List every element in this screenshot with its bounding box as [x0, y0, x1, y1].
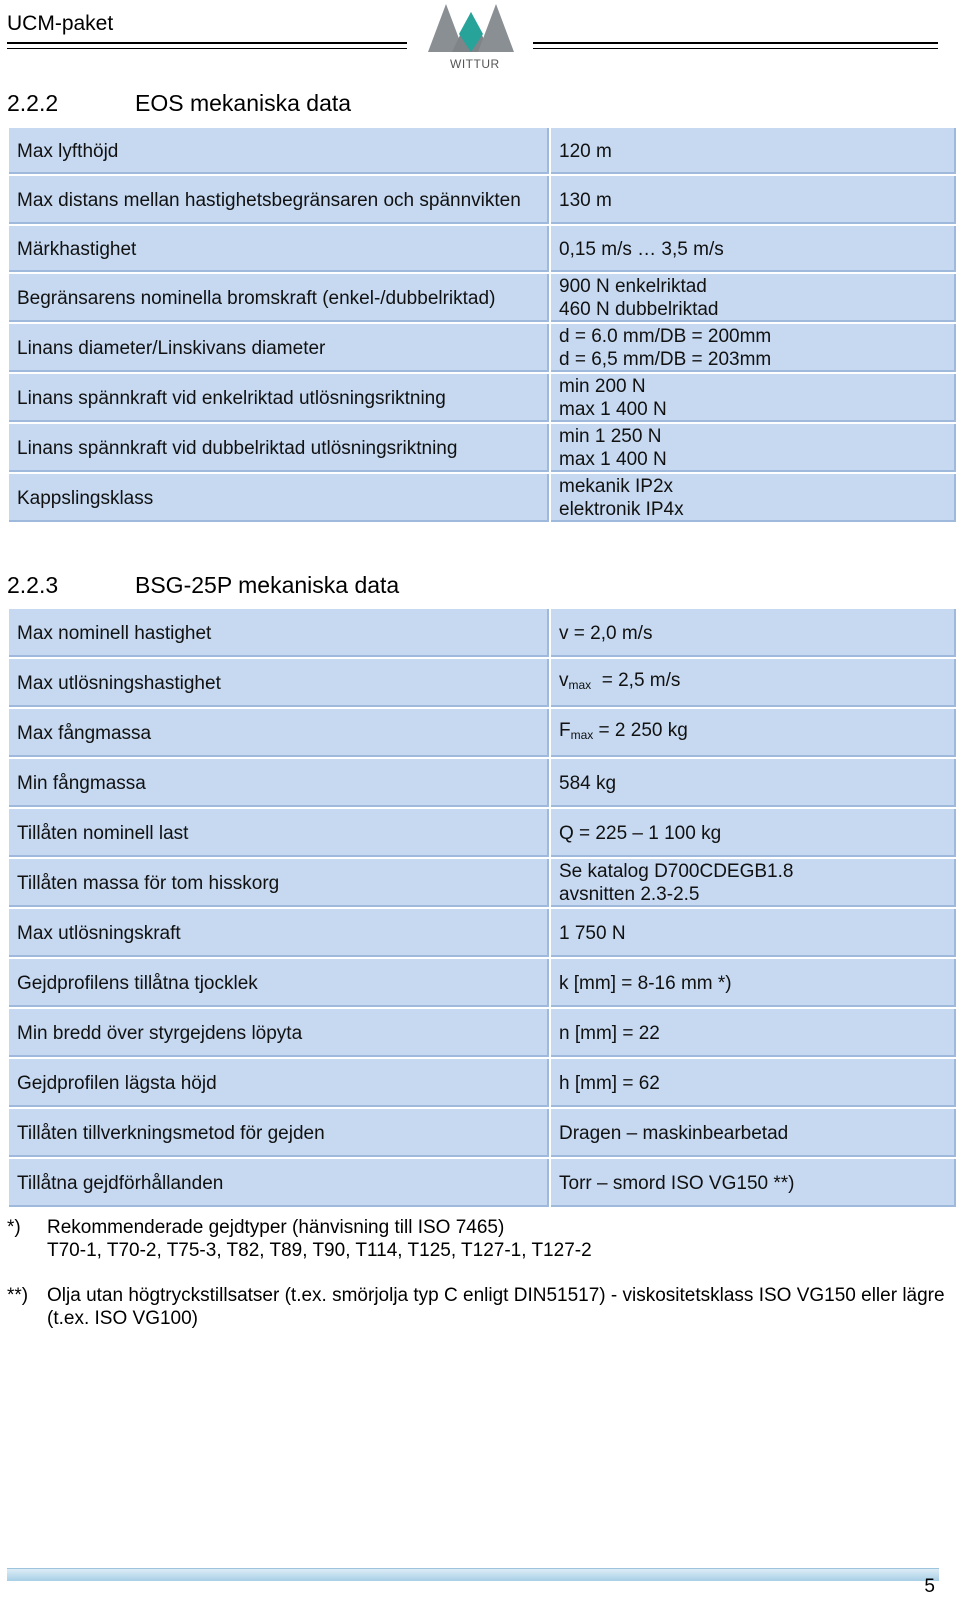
row-value: Q = 225 – 1 100 kg [551, 809, 956, 857]
footnote-mark: **) [7, 1285, 29, 1306]
document-title: UCM-paket [7, 12, 114, 35]
row-value: 584 kg [551, 759, 956, 807]
section-title: BSG-25P mekaniska data [135, 572, 400, 598]
header-rule-left [7, 42, 407, 49]
table-row [9, 474, 956, 522]
row-label: Min bredd över styrgejdens löpyta [9, 1009, 549, 1057]
footnote-text: Olja utan högtryckstillsatser (t.ex. smörjolja typ C enligt DIN51517) - viskositetsklass ISO VG150 eller lägre (t.ex. ISO VG100) [47, 1285, 945, 1329]
section-title: EOS mekaniska data [135, 90, 352, 116]
table-row [9, 659, 956, 707]
row-label: Min fångmassa [9, 759, 549, 807]
row-label: Tillåtna gejdförhållanden [9, 1159, 549, 1207]
row-value: min 1 250 N max 1 400 N [551, 424, 956, 472]
table-row [9, 709, 956, 757]
row-value: min 200 N max 1 400 N [551, 374, 956, 422]
table-row [9, 909, 956, 957]
table-row [9, 1009, 956, 1057]
row-value: $v_{max} = 2,5$ m/s [551, 659, 956, 707]
row-label: Gejdprofilens tillåtna tjocklek [9, 959, 549, 1007]
row-value: 0,15 m/s … 3,5 m/s [551, 226, 956, 272]
table-row [9, 274, 956, 322]
row-value: d = 6.0 mm/DB = 200mm d = 6,5 mm/DB = 203mm [551, 324, 956, 372]
table-row [9, 1059, 956, 1107]
row-value: k [mm] = 8-16 mm *) [551, 959, 956, 1007]
table-row [9, 128, 956, 174]
row-label: Linans spännkraft vid dubbelriktad utlösningsriktning [9, 424, 549, 472]
section-heading-bsg [7, 572, 399, 599]
row-label: Tillåten nominell last [9, 809, 549, 857]
footer-bar [7, 1568, 939, 1581]
row-label: Begränsarens nominella bromskraft (enkel-/dubbelriktad) [9, 274, 549, 322]
footnote-text: T70-1, T70-2, T75-3, T82, T89, T90, T114, T125, T127-1, T127-2 [47, 1240, 592, 1261]
row-value: h [mm] = 62 [551, 1059, 956, 1107]
row-label: Max nominell hastighet [9, 609, 549, 657]
bsg-data-table [7, 607, 958, 1209]
row-label: Max distans mellan hastighetsbegränsaren och spännvikten [9, 176, 549, 224]
section-number: 2.2.3 [7, 572, 59, 598]
row-value: 130 m [551, 176, 956, 224]
footnotes [7, 1216, 947, 1352]
page-number: 5 [924, 1576, 935, 1597]
row-label: Gejdprofilen lägsta höjd [9, 1059, 549, 1107]
footnote-text: Rekommenderade gejdtyper (hänvisning till ISO 7465) [47, 1217, 505, 1238]
table-row [9, 609, 956, 657]
row-value: mekanik IP2x elektronik IP4x [551, 474, 956, 522]
footnote-mark: *) [7, 1217, 21, 1238]
table-row [9, 374, 956, 422]
row-label: Kappslingsklass [9, 474, 549, 522]
row-value: 900 N enkelriktad 460 N dubbelriktad [551, 274, 956, 322]
row-label: Max utlösningshastighet [9, 659, 549, 707]
row-label: Märkhastighet [9, 226, 549, 272]
row-label: Max utlösningskraft [9, 909, 549, 957]
row-label: Linans spännkraft vid enkelriktad utlösningsriktning [9, 374, 549, 422]
row-label: Max fångmassa [9, 709, 549, 757]
section-heading-eos [7, 90, 351, 117]
table-row [9, 226, 956, 272]
table-row [9, 759, 956, 807]
table-row [9, 1109, 956, 1157]
row-value: v = 2,0 m/s [551, 609, 956, 657]
table-row [9, 959, 956, 1007]
row-value: Torr – smord ISO VG150 **) [551, 1159, 956, 1207]
row-label: Max lyfthöjd [9, 128, 549, 174]
table-row [9, 809, 956, 857]
footnote [7, 1216, 947, 1262]
row-value: Dragen – maskinbearbetad [551, 1109, 956, 1157]
row-value: 1 750 N [551, 909, 956, 957]
row-value: Se katalog D700CDEGB1.8 avsnitten 2.3-2.5 [551, 859, 956, 907]
logo-text: WITTUR [450, 57, 500, 71]
footnote [7, 1284, 947, 1330]
header-rule-right [533, 42, 938, 49]
table-row [9, 324, 956, 372]
row-label: Linans diameter/Linskivans diameter [9, 324, 549, 372]
section-number: 2.2.2 [7, 90, 59, 116]
row-label: Tillåten massa för tom hisskorg [9, 859, 549, 907]
eos-data-table [7, 126, 958, 524]
row-value: $F_{max} = 2$ 250 kg [551, 709, 956, 757]
table-row [9, 176, 956, 224]
row-value: 120 m [551, 128, 956, 174]
table-row [9, 424, 956, 472]
row-label: Tillåten tillverkningsmetod för gejden [9, 1109, 549, 1157]
table-row [9, 1159, 956, 1207]
row-value: n [mm] = 22 [551, 1009, 956, 1057]
table-row [9, 859, 956, 907]
